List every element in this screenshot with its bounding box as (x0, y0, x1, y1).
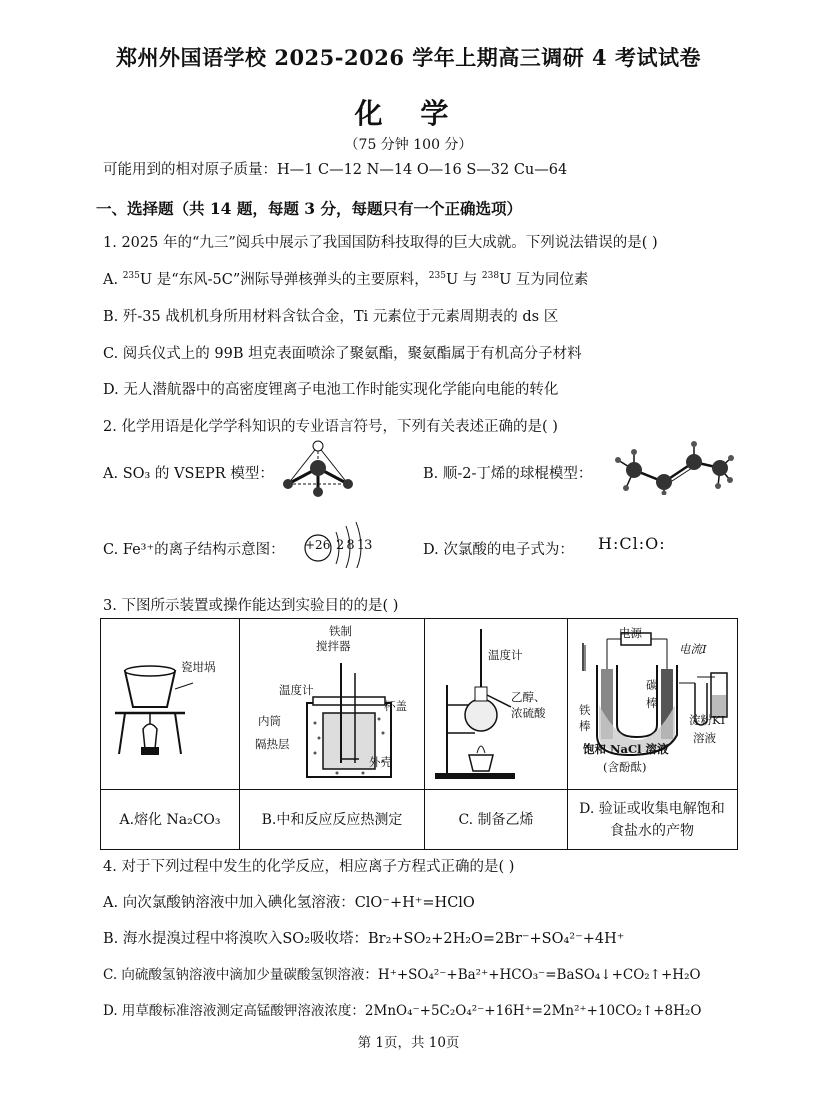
q1-a-end: U 互为同位素 (499, 272, 589, 288)
q1-a-sup1: 235 (122, 271, 140, 282)
fe3-ion-diagram (302, 518, 386, 568)
label-thermometer: 温度计 (279, 683, 314, 697)
q1-option-d: D. 无人潜航器中的高密度锂离子电池工作时能实现化学能向电能的转化 (103, 382, 559, 398)
q1-a-mid: U 是“东风-5C”洲际导弹核弹头的主要原料， (139, 272, 429, 288)
atomic-masses: 可能用到的相对原子质量：H—1 C—12 N—14 O—16 S—32 Cu—64 (103, 162, 568, 178)
label-nacl-2: (含酚酞) (603, 760, 647, 774)
q1-a-sup2: 235 (428, 271, 446, 282)
label-carbon-2: 棒 (646, 696, 658, 710)
q4-option-d: D. 用草酸标准溶液测定高锰酸钾溶液浓度：2MnO₄⁻+5C₂O₄²⁻+16H⁺=2Mn²⁺+10CO₂↑+8H₂O (103, 1003, 702, 1019)
q2-option-a: A. SO₃ 的 VSEPR 模型： (103, 466, 274, 482)
label-iron-2: 搅拌器 (316, 639, 351, 653)
label-nacl-1: 饱和 NaCl 溶液 (583, 742, 669, 756)
label-power: 电源 (619, 626, 642, 640)
label-shell: 外壳 (369, 755, 392, 769)
q3-stem: 3. 下图所示装置或操作能达到实验目的的是( ) (103, 598, 399, 614)
caption-a: A.熔化 Na₂CO₃ (119, 812, 221, 828)
q3-apparatus-table (100, 618, 738, 850)
label-iron-rod-1: 铁 (579, 703, 591, 717)
label-iron-1: 铁制 (329, 624, 352, 638)
q4-option-a: A. 向次氯酸钠溶液中加入碘化氢溶液：ClO⁻+H⁺=HClO (103, 895, 475, 911)
q1-a-mid2: U 与 (445, 272, 482, 288)
label-current: 电流I (679, 642, 707, 656)
label-thermometer-2: 温度计 (488, 648, 523, 662)
q1-a-sup3: 238 (481, 271, 500, 282)
section-heading: 一、选择题（共 14 题，每题 3 分，每题只有一个正确选项） (96, 199, 522, 218)
label-lid: 杯盖 (384, 699, 407, 713)
so3-vsepr-model-icon (278, 438, 358, 500)
q1-option-a (103, 268, 588, 289)
table-divider (567, 619, 568, 849)
label-starch-1: 淀粉KI (689, 713, 726, 727)
label-iron-rod-2: 棒 (579, 719, 591, 733)
table-row-divider (101, 789, 737, 790)
q4-stem: 4. 对于下列过程中发生的化学反应，相应离子方程式正确的是( ) (103, 859, 515, 875)
q1-option-c: C. 阅兵仪式上的 99B 坦克表面喷涂了聚氨酯，聚氨酯属于有机高分子材料 (103, 346, 582, 362)
q4-option-b: B. 海水提溴过程中将溴吹入SO₂吸收塔：Br₂+SO₂+2H₂O=2Br⁻+SO₄²⁻+4H⁺ (103, 931, 625, 947)
q1-option-b: B. 歼-35 战机机身所用材料含钛合金，Ti 元素位于元素周期表的 ds 区 (103, 309, 559, 325)
cis-2-butene-model-icon (606, 430, 736, 495)
caption-c: C. 制备乙烯 (458, 812, 534, 828)
fe3-shell-electrons: 2 8 13 (336, 538, 372, 553)
label-crucible: 瓷坩埚 (181, 660, 216, 674)
subject-title: 化 学 (354, 97, 463, 130)
label-starch-2: 溶液 (693, 731, 716, 745)
q4-option-c: C. 向硫酸氢钠溶液中滴加少量碳酸氢钡溶液：H⁺+SO₄²⁻+Ba²⁺+HCO₃⁻=BaSO₄↓+CO₂↑+H₂O (103, 967, 701, 983)
q2-option-c: C. Fe³⁺的离子结构示意图： (103, 542, 285, 558)
caption-b: B.中和反应反应热测定 (261, 812, 403, 828)
q2-stem: 2. 化学用语是化学学科知识的专业语言符号，下列有关表述正确的是( ) (103, 419, 558, 435)
q1-a-prefix: A. (103, 272, 123, 288)
label-ethanol-1: 乙醇、 (511, 690, 546, 704)
label-inner: 内筒 (258, 714, 281, 728)
fe3-nucleus: +26 (305, 538, 331, 552)
caption-d: D. 验证或收集电解饱和食盐水的产物 (579, 801, 725, 839)
page-footer: 第 1页，共 10页 (357, 1035, 460, 1051)
label-carbon-1: 碳 (646, 678, 658, 692)
time-score: （75 分钟 100 分） (344, 137, 473, 153)
label-ethanol-2: 浓硫酸 (511, 706, 546, 720)
hclo-electron-formula: H:Cl:O: (598, 534, 666, 553)
label-insulation: 隔热层 (255, 737, 290, 751)
q2-option-b: B. 顺-2-丁烯的球棍模型： (423, 466, 593, 482)
q1-stem: 1. 2025 年的“九三”阅兵中展示了我国国防科技取得的巨大成就。下列说法错误的是( ) (103, 235, 658, 251)
exam-title: 郑州外国语学校 2025-2026 学年上期高三调研 4 考试试卷 (116, 45, 701, 70)
q2-option-d: D. 次氯酸的电子式为： (423, 542, 574, 558)
